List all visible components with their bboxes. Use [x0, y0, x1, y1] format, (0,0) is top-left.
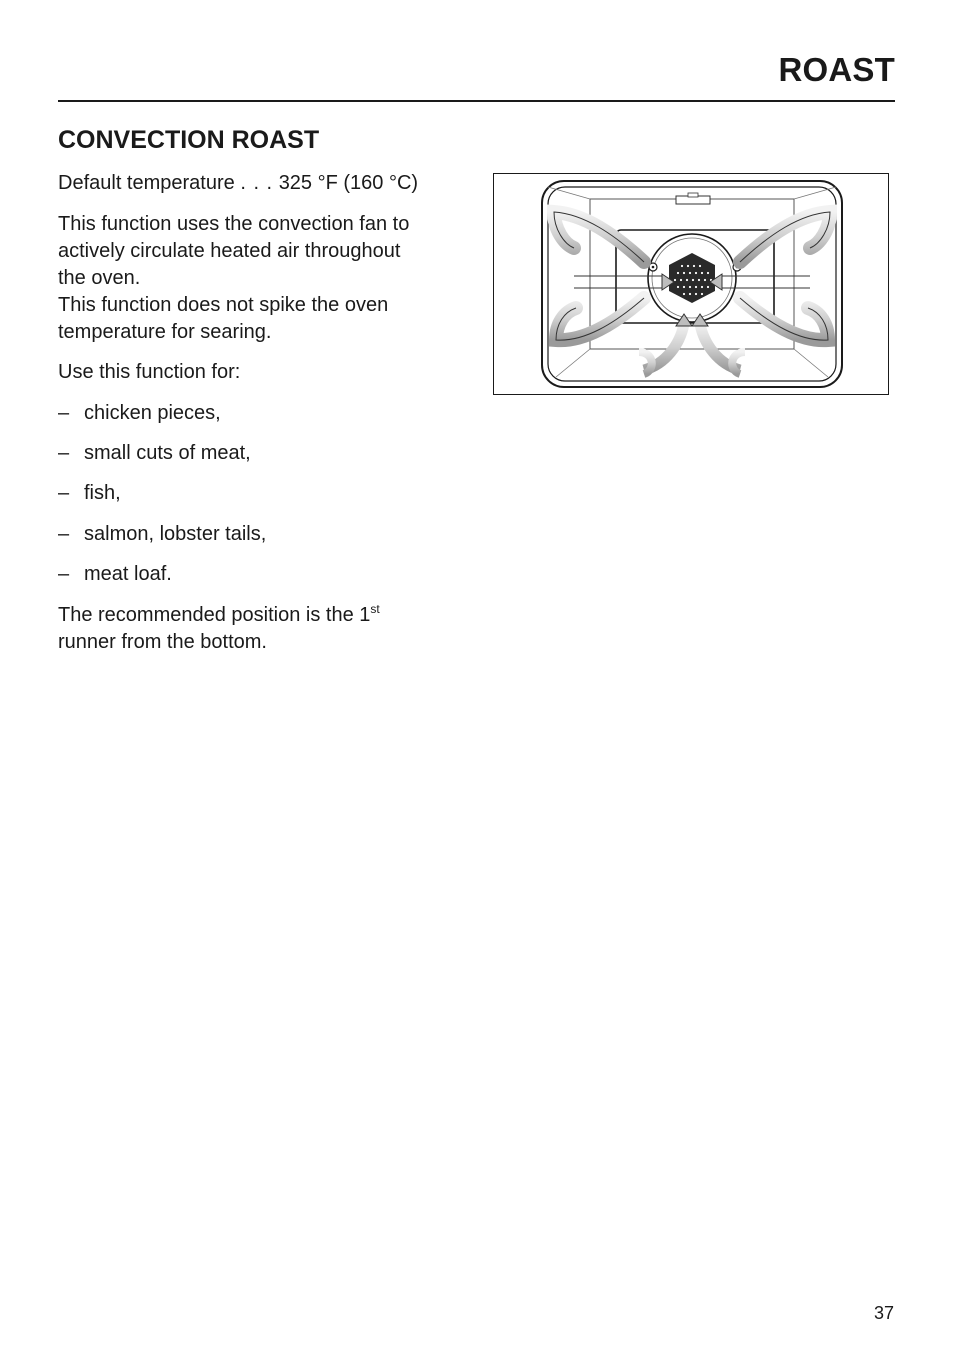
list-item-text: chicken pieces,	[84, 402, 221, 424]
description-line: temperature for searing.	[58, 321, 272, 343]
list-item-text: salmon, lobster tails,	[84, 523, 267, 545]
temperature-dots: . . .	[240, 172, 274, 194]
temperature-value: 325 °F (160 °C)	[278, 172, 419, 194]
recommendation-text: The recommended position is the 1	[58, 604, 371, 626]
description-line: the oven.	[58, 267, 141, 289]
page-header-title: ROAST	[778, 51, 895, 88]
oven-convection-airflow-icon	[494, 174, 887, 393]
use-intro: Use this function for:	[58, 361, 241, 383]
description-line: This function does not spike the oven	[58, 294, 389, 316]
recommendation-paragraph	[58, 602, 478, 656]
list-dash: –	[58, 402, 70, 424]
list-item	[58, 400, 221, 427]
header-divider	[58, 100, 895, 102]
default-temperature	[58, 170, 478, 197]
description-line: actively circulate heated air throughout	[58, 240, 401, 262]
list-item	[58, 521, 266, 548]
list-item-text: fish,	[84, 482, 121, 504]
list-dash: –	[58, 482, 70, 504]
recommendation-text: runner from the bottom.	[58, 631, 267, 653]
ordinal-suffix: st	[370, 602, 380, 616]
section-title: CONVECTION ROAST	[58, 126, 320, 154]
list-item-text: small cuts of meat,	[84, 442, 251, 464]
page-number: 37	[873, 1303, 894, 1323]
list-item	[58, 561, 172, 588]
list-item-text: meat loaf.	[84, 563, 172, 585]
description-line: This function uses the convection fan to	[58, 213, 410, 235]
list-dash: –	[58, 523, 70, 545]
temperature-label: Default temperature	[58, 172, 235, 194]
description-paragraph	[58, 211, 478, 346]
list-dash: –	[58, 442, 70, 464]
oven-illustration	[493, 173, 889, 395]
list-item	[58, 480, 121, 507]
list-item	[58, 440, 251, 467]
list-dash: –	[58, 563, 70, 585]
